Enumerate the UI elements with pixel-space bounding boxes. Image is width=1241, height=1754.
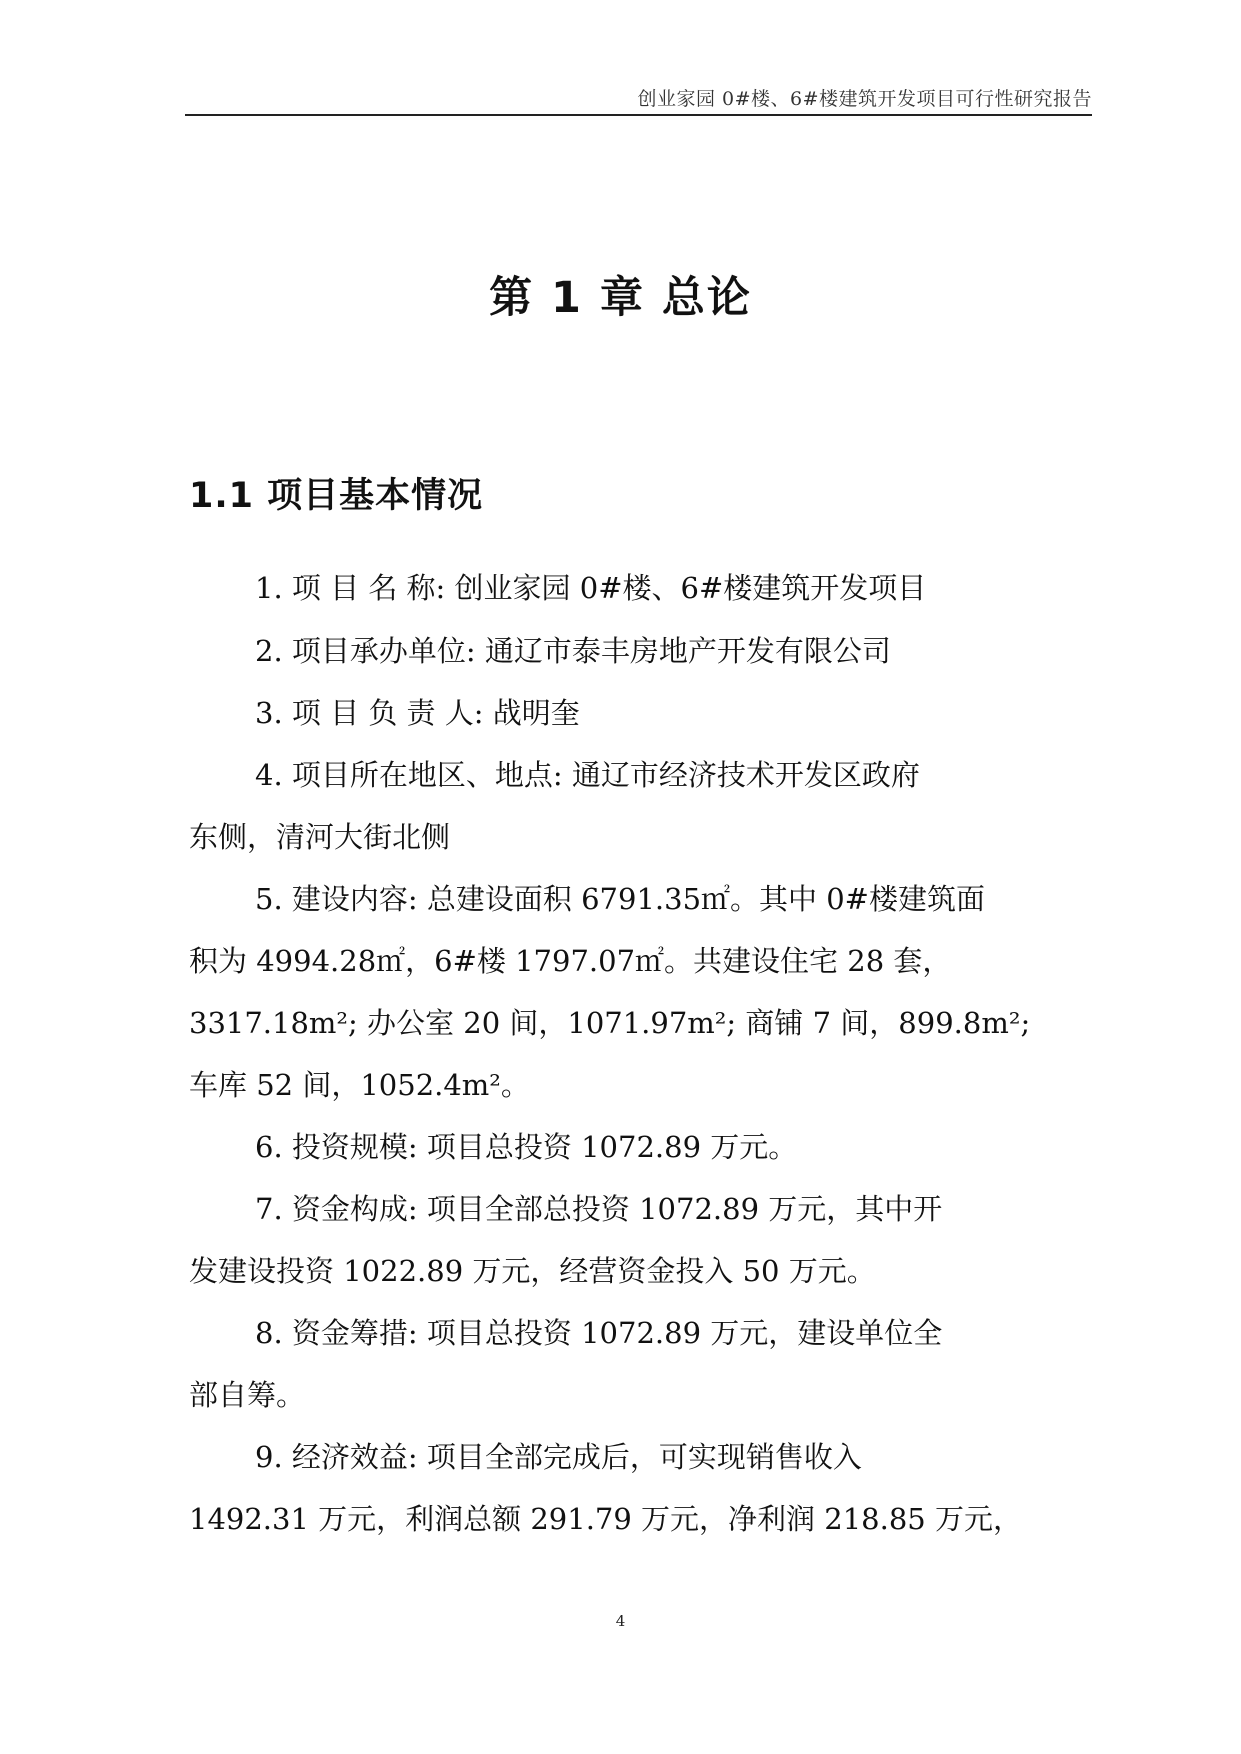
item-investment-scale: 6. 投资规模: 项目总投资 1072.89 万元。	[255, 1130, 798, 1164]
page-header	[185, 84, 1092, 116]
item-fund-composition: 7. 资金构成: 项目全部总投资 1072.89 万元，其中开	[255, 1192, 943, 1226]
header-rule	[185, 114, 1092, 116]
item-project-name: 1. 项 目 名 称: 创业家园 0#楼、6#楼建筑开发项目	[255, 571, 927, 605]
item-construction-cont-1: 积为 4994.28㎡，6#楼 1797.07㎡。共建设住宅 28 套，	[189, 944, 952, 978]
item-fund-raising-cont: 部自筹。	[189, 1378, 306, 1412]
item-construction-cont-2: 3317.18m²; 办公室 20 间，1071.97m²; 商铺 7 间，899.8m²;	[189, 1006, 1031, 1040]
item-construction: 5. 建设内容: 总建设面积 6791.35㎡。其中 0#楼建筑面	[255, 882, 985, 916]
chapter-title: 第 1 章 总论	[489, 273, 752, 323]
item-location-cont: 东侧，清河大街北侧	[189, 820, 451, 854]
page-number: 4	[615, 1612, 626, 1630]
item-fund-raising: 8. 资金筹措: 项目总投资 1072.89 万元，建设单位全	[255, 1316, 943, 1350]
item-fund-composition-cont: 发建设投资 1022.89 万元，经营资金投入 50 万元。	[189, 1254, 876, 1288]
item-economic-benefit-cont: 1492.31 万元，利润总额 291.79 万元，净利润 218.85 万元，	[189, 1502, 1022, 1536]
header-title: 创业家园 0#楼、6#楼建筑开发项目可行性研究报告	[637, 88, 1092, 110]
item-project-lead: 3. 项 目 负 责 人: 战明奎	[255, 696, 580, 730]
section-heading: 1.1 项目基本情况	[189, 476, 484, 516]
item-economic-benefit: 9. 经济效益: 项目全部完成后，可实现销售收入	[255, 1440, 862, 1474]
item-location: 4. 项目所在地区、地点: 通辽市经济技术开发区政府	[255, 758, 920, 792]
item-construction-cont-3: 车库 52 间，1052.4m²。	[189, 1068, 530, 1102]
item-organizer: 2. 项目承办单位: 通辽市泰丰房地产开发有限公司	[255, 634, 891, 668]
